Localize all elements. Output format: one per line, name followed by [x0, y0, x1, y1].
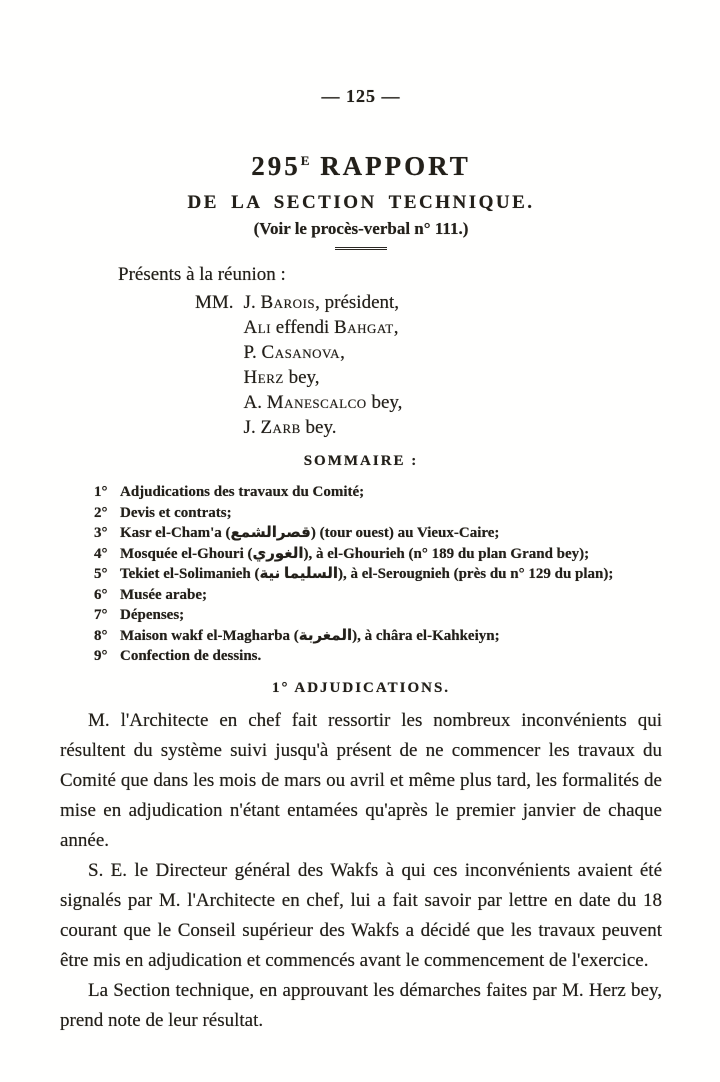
- summary-heading: SOMMAIRE :: [303, 453, 419, 469]
- summary-item-text: Dépenses;: [120, 607, 185, 623]
- report-reference: (Voir le procès-verbal n° 111.): [253, 219, 469, 238]
- summary-item: [94, 605, 662, 626]
- summary-item-number: 9°: [94, 648, 108, 664]
- attendee-name: [244, 290, 403, 315]
- attendee-name: [244, 365, 403, 390]
- paragraph: S. E. le Directeur général des Wakfs à qui ces inconvénients avaient été signalés par M. l'Architecte en chef, lui a fait savoir par lettre en date du 18 courant que le Conseil supérieur des Wakfs a décidé que les travaux peuvent être mis en adjudication et commencés avant le commencement de l'exercice.: [60, 859, 662, 971]
- report-ordinal: E: [300, 153, 311, 168]
- summary-item: [94, 544, 662, 565]
- summary-item-text: Confection de dessins.: [120, 648, 262, 664]
- attendee-name-text: J. Zarb bey.: [243, 417, 337, 438]
- summary-item-number: 7°: [94, 607, 108, 623]
- summary-item-text: Tekiet el-Solimanieh (السليما نية), à el-Serougnieh (près du n° 129 du plan);: [120, 566, 614, 582]
- summary-item: [94, 646, 662, 667]
- report-subtitle: DE LA SECTION TECHNIQUE.: [187, 192, 535, 213]
- attendee-name-text: A. Manescalco bey,: [243, 392, 403, 413]
- attendee-name: [244, 390, 403, 415]
- attendees-prefix: MM.: [195, 292, 234, 313]
- divider-rule: [335, 247, 387, 250]
- summary-list: [60, 482, 662, 667]
- attendees-list: [244, 290, 403, 440]
- summary-item-number: 8°: [94, 627, 108, 644]
- summary-item: [94, 626, 662, 647]
- paragraph: La Section technique, en approuvant les démarches faites par M. Herz bey, prend note de leur résultat.: [60, 979, 662, 1031]
- summary-item-text: Maison wakf el-Magharba (المغربة), à châra el-Kahkeiyn;: [120, 627, 500, 644]
- section-heading-number: 1°: [271, 679, 290, 696]
- attendee-name-text: J. Barois, président,: [243, 292, 400, 313]
- summary-item: [94, 564, 662, 585]
- summary-item-text: Adjudications des travaux du Comité;: [120, 484, 365, 500]
- summary-item-number: 6°: [94, 586, 108, 603]
- page-number: — 125 —: [321, 86, 401, 106]
- summary-item: [94, 482, 662, 503]
- summary-item-number: 1°: [94, 484, 108, 500]
- paragraph: M. l'Architecte en chef fait ressortir les nombreux inconvénients qui résultent du système suivi jusqu'à présent de ne commencer les travaux du Comité que dans les mois de mars ou avril et même plus tard, les formalités de mise en adjudication n'étant entamées qu'après le premier janvier de chaque année.: [60, 709, 662, 851]
- summary-item-number: 5°: [94, 566, 108, 582]
- attendee-name-text: Herz bey,: [243, 367, 320, 388]
- attendee-name: [244, 415, 403, 440]
- summary-item-text: Musée arabe;: [120, 586, 208, 603]
- section-heading-label: ADJUDICATIONS.: [294, 679, 451, 696]
- attendee-name-text: Ali effendi Bahgat,: [243, 317, 399, 338]
- summary-item-text: Mosquée el-Ghouri (الغوري), à el-Ghourieh (n° 189 du plan Grand bey);: [120, 545, 590, 562]
- summary-item-number: 4°: [94, 545, 108, 562]
- attendee-name-text: P. Casanova,: [243, 342, 345, 363]
- attendees-intro: Présents à la réunion :: [118, 264, 286, 285]
- report-title: [60, 151, 662, 182]
- attendees-section: [60, 290, 662, 440]
- report-title-word: RAPPORT: [320, 151, 471, 181]
- attendee-name: [244, 315, 403, 340]
- section-heading: [60, 680, 662, 697]
- report-number: 295: [251, 151, 301, 181]
- attendee-name: [244, 340, 403, 365]
- summary-item-number: 2°: [94, 504, 108, 521]
- summary-item-number: 3°: [94, 525, 108, 541]
- summary-item-text: Devis et contrats;: [120, 504, 232, 521]
- summary-item: [94, 523, 662, 544]
- summary-item: [94, 585, 662, 606]
- body-paragraphs: [60, 706, 662, 1036]
- summary-item: [94, 503, 662, 524]
- summary-item-text: Kasr el-Cham'a (قصرالشمع) (tour ouest) au Vieux-Caire;: [120, 525, 500, 541]
